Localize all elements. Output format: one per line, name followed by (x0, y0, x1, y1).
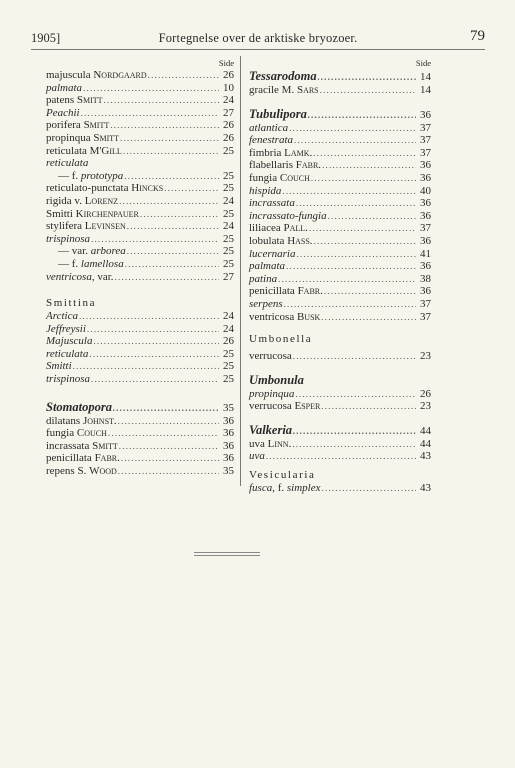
entry-page: 37 (420, 297, 431, 310)
index-entry (46, 119, 234, 132)
entry-label: liliacea Pall. (249, 222, 308, 235)
leader-dots (124, 170, 219, 183)
entry-label: penicillata Fabr. (249, 285, 323, 298)
entry-label: serpens (249, 297, 283, 310)
index-entry (46, 94, 234, 107)
entry-page: 40 (420, 184, 431, 197)
index-entry (46, 145, 234, 158)
leader-dots (322, 159, 416, 172)
index-entry (46, 82, 234, 95)
entry-page: 37 (420, 146, 431, 159)
index-entry (249, 273, 431, 286)
entry-list (46, 69, 234, 283)
entry-page: 36 (223, 427, 234, 440)
index-entry (46, 195, 234, 208)
index-entry (249, 122, 431, 135)
leader-dots (87, 323, 219, 336)
entry-label: — var. arborea (58, 245, 126, 258)
leader-dots (296, 248, 416, 261)
index-entry (249, 298, 431, 311)
leader-dots (73, 360, 219, 373)
entry-page: 25 (223, 232, 234, 245)
entry-page: 14 (420, 84, 431, 96)
entry-label: patina (249, 272, 278, 285)
entry-label: fusca, f. simplex (249, 482, 321, 495)
index-entry (249, 197, 431, 210)
index-entry (46, 182, 234, 195)
entry-list (46, 415, 234, 478)
leader-dots (164, 182, 219, 195)
entry-label: palmata (249, 260, 286, 273)
leader-dots (311, 172, 416, 185)
entry-label: propinqua (249, 387, 295, 400)
index-entry (249, 400, 431, 413)
entry-label: lobulata Hass. (249, 234, 313, 247)
leader-dots (321, 400, 416, 413)
entry-page: 25 (223, 245, 234, 258)
entry-page: 25 (223, 144, 234, 157)
entry-label: trispinosa (46, 232, 91, 245)
entry-page: 26 (223, 69, 234, 81)
entry-page: 25 (223, 182, 234, 195)
side-label: Side (218, 58, 234, 68)
genus-heading-stomatopora: Stomatopora ..... 35 (46, 400, 234, 415)
index-entry (46, 335, 234, 348)
index-entry (46, 323, 234, 336)
index-entry (46, 373, 234, 386)
entry-page: 10 (223, 81, 234, 94)
leader-dots (118, 415, 219, 428)
entry-page: 43 (420, 482, 431, 495)
entry-label: incrassata Smitt (46, 439, 118, 452)
index-entry (46, 415, 234, 428)
leader-dots (282, 185, 416, 198)
index-entry (249, 134, 431, 147)
entry-list (46, 310, 234, 386)
entry-label: gracile M. Sars (249, 84, 319, 96)
running-header (31, 28, 485, 48)
entry-label: — f. lamellosa (58, 257, 124, 270)
genus-heading-vesicularia: Vesicularia (249, 469, 316, 482)
index-entry (46, 271, 234, 284)
entry-label: verrucosa Esper (249, 400, 321, 413)
entry-page: 23 (420, 350, 431, 363)
entry-page: 24 (223, 310, 234, 323)
index-entry (46, 427, 234, 440)
entry-page: 26 (420, 387, 431, 400)
end-rule (194, 555, 260, 556)
entry-page: 27 (223, 270, 234, 283)
index-entry (249, 222, 431, 235)
leader-dots (104, 94, 219, 107)
entry-label: — f. prototypa (58, 169, 124, 182)
index-entry (249, 260, 431, 273)
header-rule (31, 49, 485, 50)
entry-label: incrassata (249, 197, 295, 210)
entry-page: 37 (420, 134, 431, 147)
entry-page: 36 (223, 439, 234, 452)
leader-dots (108, 427, 219, 440)
leader-dots (266, 450, 416, 463)
leader-dots (119, 195, 219, 208)
index-entry (249, 350, 431, 363)
entry-label: reticulato-punctata Hincks (46, 182, 164, 195)
entry-label: reticulata (46, 347, 89, 360)
index-entry (46, 157, 234, 170)
index-entry (46, 69, 234, 82)
genus-heading-tubulipora: Tubulipora ..... 36 (249, 107, 431, 122)
entry-label: trispinosa (46, 373, 91, 386)
leader-dots (91, 373, 219, 386)
entry-label: porifera Smitt (46, 119, 110, 132)
index-entry (46, 452, 234, 465)
genus-heading-valkeria: Valkeria ..... 44 (249, 423, 431, 438)
index-entry (46, 310, 234, 323)
index-entry (46, 107, 234, 120)
entry-page: 37 (420, 222, 431, 235)
index-entry (249, 147, 431, 160)
leader-dots (148, 69, 219, 82)
genus-heading-umbonula: Umbonula (249, 372, 304, 387)
leader-dots (127, 245, 219, 258)
entry-label: Smitti (46, 360, 72, 373)
index-entry (46, 233, 234, 246)
leader-dots (93, 335, 219, 348)
entry-label: ventricosa Busk (249, 310, 321, 323)
index-entry (249, 185, 431, 198)
entry-page: 44 (420, 437, 431, 450)
leader-dots (294, 134, 416, 147)
entry-page: 25 (223, 207, 234, 220)
leader-dots (121, 452, 219, 465)
entry-label: lucernaria (249, 247, 296, 260)
entry-page: 36 (420, 260, 431, 273)
entry-page: 25 (223, 169, 234, 182)
leader-dots (110, 119, 219, 132)
entry-label: Majuscula (46, 335, 93, 348)
entry-page: 36 (420, 234, 431, 247)
entry-label: verrucosa (249, 350, 292, 363)
entry-page: 25 (223, 257, 234, 270)
column-divider (240, 56, 241, 486)
page-number: 79 (470, 28, 485, 44)
genus-heading-tessarodoma: Tessarodoma ..... 14 (249, 69, 431, 84)
leader-dots (289, 122, 416, 135)
end-rule (194, 552, 260, 553)
leader-dots (118, 465, 219, 478)
entry-page: 27 (223, 106, 234, 119)
index-entry (249, 210, 431, 223)
entry-page: 38 (420, 272, 431, 285)
index-entry (46, 440, 234, 453)
entry-label: reticulata M'Gill (46, 144, 122, 157)
leader-dots (328, 210, 416, 223)
index-entry (249, 285, 431, 298)
entry-label: stylifera Levinsen (46, 220, 126, 233)
entry-label: majuscula Nordgaard (46, 69, 147, 81)
index-entry (46, 258, 234, 271)
leader-dots (83, 82, 219, 95)
index-entry (46, 360, 234, 373)
leader-dots (296, 197, 416, 210)
entry-list (249, 350, 431, 363)
entry-label: ventricosa, var. (46, 270, 114, 283)
index-entry (46, 348, 234, 361)
entry-page: 26 (223, 131, 234, 144)
leader-dots (91, 233, 219, 246)
entry-page: 24 (223, 194, 234, 207)
leader-dots (284, 298, 416, 311)
entry-page: 41 (420, 247, 431, 260)
entry-label: Peachii (46, 106, 80, 119)
leader-dots (278, 273, 416, 286)
entry-page: 24 (223, 322, 234, 335)
leader-dots (286, 260, 416, 273)
entry-list (249, 122, 431, 324)
leader-dots (81, 107, 219, 120)
entry-label: Jeffreysii (46, 322, 86, 335)
entry-list (249, 482, 431, 495)
entry-page: 26 (223, 119, 234, 132)
index-entry (46, 220, 234, 233)
leader-dots (292, 438, 416, 451)
entry-label: penicillata Fabr. (46, 452, 120, 465)
entry-page: 36 (223, 452, 234, 465)
entry-list (249, 438, 431, 463)
leader-dots (125, 258, 219, 271)
leader-dots (321, 311, 416, 324)
entry-label: patens Smitt (46, 94, 103, 107)
index-entry (46, 208, 234, 221)
side-label: Side (415, 58, 431, 68)
genus-heading-smittina: Smittina (46, 297, 97, 310)
leader-dots (123, 145, 219, 158)
index-entry (249, 248, 431, 261)
index-column-left (46, 58, 234, 478)
index-column-right (249, 58, 431, 495)
index-entry (249, 482, 431, 495)
index-entry (249, 450, 431, 463)
entry-label: hispida (249, 184, 282, 197)
entry-page: 36 (420, 159, 431, 172)
entry-label: uva (249, 450, 265, 463)
entry-page: 36 (420, 209, 431, 222)
entry-label: palmata (46, 81, 83, 94)
entry-page: 24 (223, 94, 234, 107)
entry-label: Smitti Kirchenpauer (46, 207, 139, 220)
entry-label: repens S. Wood (46, 465, 117, 478)
leader-dots (320, 84, 416, 97)
index-entry (249, 388, 431, 401)
entry-page: 36 (223, 414, 234, 427)
entry-page: 36 (420, 285, 431, 298)
entry-label: fungia Couch (46, 427, 107, 440)
entry-label: reticulata (46, 157, 89, 170)
entry-page: 26 (223, 335, 234, 348)
leader-dots (322, 482, 416, 495)
leader-dots (79, 310, 219, 323)
entry-page: 24 (223, 220, 234, 233)
leader-dots (293, 350, 416, 363)
entry-page: 25 (223, 360, 234, 373)
leader-dots (127, 220, 219, 233)
entry-label: fungia Couch (249, 171, 310, 184)
index-entry (249, 159, 431, 172)
leader-dots (140, 208, 219, 221)
entry-label: propinqua Smitt (46, 131, 120, 144)
entry-label: rigida v. Lorenz (46, 194, 119, 207)
entry-page: 36 (420, 171, 431, 184)
leader-dots (309, 222, 416, 235)
leader-dots (324, 285, 416, 298)
entry-label: uva Linn. (249, 437, 292, 450)
leader-dots (120, 132, 219, 145)
entry-label: dilatans Johnst. (46, 414, 117, 427)
leader-dots (295, 388, 416, 401)
index-entry (46, 170, 234, 183)
entry-page: 36 (420, 197, 431, 210)
leader-dots (313, 147, 416, 160)
index-entry (249, 235, 431, 248)
entry-page: 37 (420, 121, 431, 134)
index-entry (46, 465, 234, 478)
index-entry (46, 132, 234, 145)
index-entry (249, 438, 431, 451)
index-entry (249, 311, 431, 324)
entry-list (249, 388, 431, 413)
index-entry (249, 84, 431, 97)
entry-label: flabellaris Fabr. (249, 159, 322, 172)
leader-dots (115, 271, 219, 284)
entry-label: atlantica (249, 121, 289, 134)
index-entry (249, 172, 431, 185)
entry-label: fimbria Lamk. (249, 146, 313, 159)
entry-page: 35 (223, 465, 234, 478)
leader-dots (119, 440, 219, 453)
entry-label: Arctica (46, 310, 78, 323)
index-entry (46, 245, 234, 258)
entry-page: 25 (223, 373, 234, 386)
genus-heading-umbonella: Umbonella (249, 333, 313, 346)
entry-list (249, 84, 431, 97)
entry-page: 37 (420, 310, 431, 323)
entry-label: incrassato-fungia (249, 209, 327, 222)
running-title: Fortegnelse over de arktiske bryozoer. (158, 31, 358, 45)
leader-dots (89, 348, 219, 361)
entry-page: 25 (223, 347, 234, 360)
entry-label: fenestrata (249, 134, 293, 147)
leader-dots (314, 235, 416, 248)
volume-year: 1905] (31, 31, 61, 45)
entry-page: 43 (420, 450, 431, 463)
entry-page: 23 (420, 400, 431, 413)
